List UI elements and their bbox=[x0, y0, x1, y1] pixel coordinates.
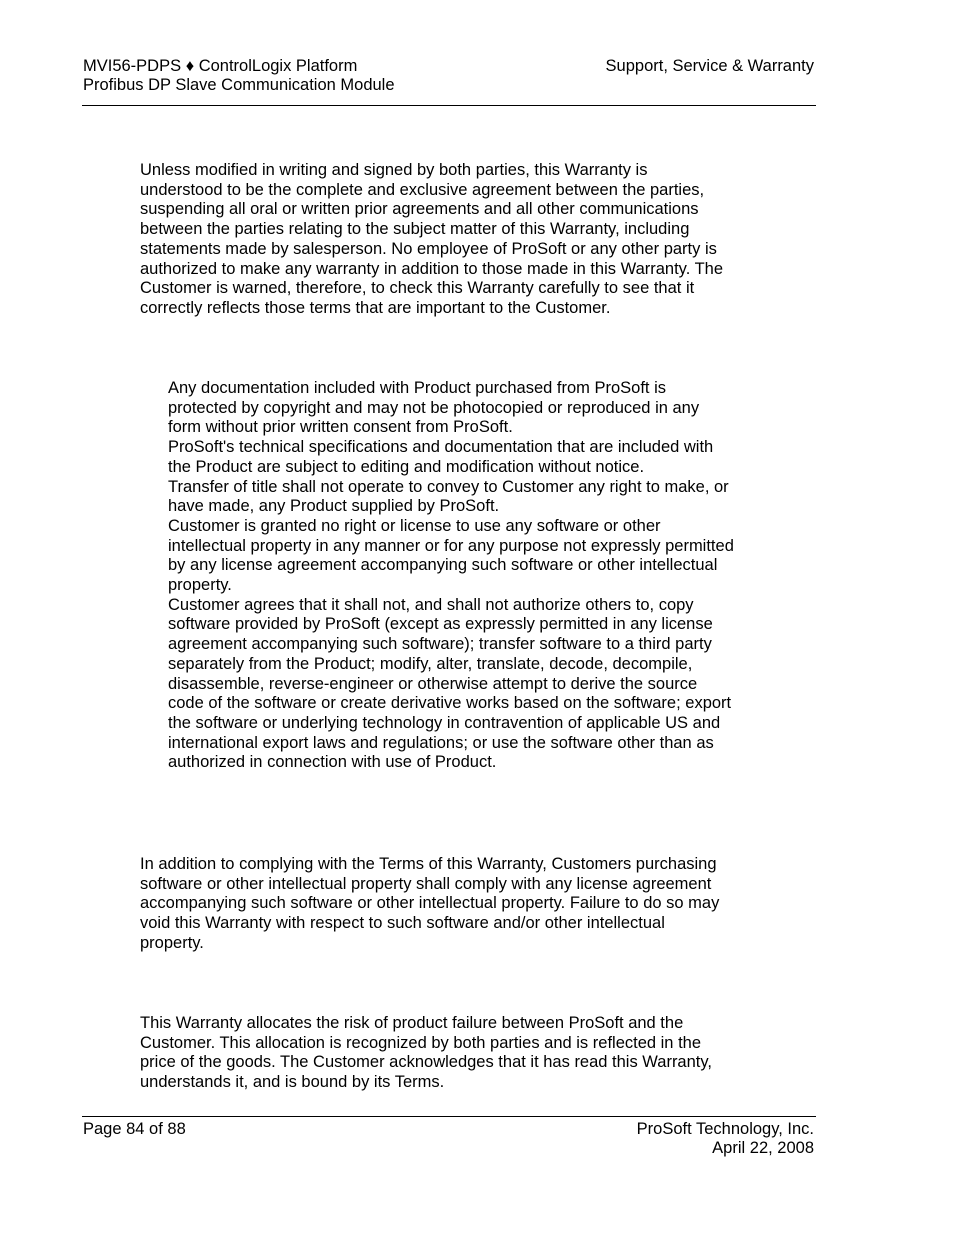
paragraph-line: code of the software or create derivative works based on the software; export bbox=[168, 694, 732, 713]
paragraph-line: software provided by ProSoft (except as expressly permitted in any license bbox=[168, 615, 713, 634]
header-product-line: MVI56-PDPS ♦ ControlLogix Platform bbox=[83, 57, 358, 75]
paragraph-line: by any license agreement accompanying such software or other intellectual bbox=[168, 556, 718, 575]
paragraph-line: In addition to complying with the Terms of this Warranty, Customers purchasing bbox=[140, 855, 717, 873]
header-product-info bbox=[83, 57, 395, 95]
paragraph-line: authorized in connection with use of Product. bbox=[168, 753, 497, 772]
paragraph-line: separately from the Product; modify, alter, translate, decode, decompile, bbox=[168, 654, 693, 673]
paragraph-line: Customer is warned, therefore, to check this Warranty carefully to see that it bbox=[140, 279, 695, 298]
paragraph-line: property. bbox=[168, 576, 232, 595]
paragraph-line: the Product are subject to editing and modification without notice. bbox=[168, 457, 645, 476]
footer-page-number: Page 84 of 88 bbox=[83, 1120, 186, 1138]
paragraph-line: Customer. This allocation is recognized by both parties and is reflected in the bbox=[140, 1033, 701, 1052]
paragraph-line: agreement accompanying such software); transfer software to a third party bbox=[168, 635, 712, 654]
paragraph-line: Unless modified in writing and signed by both parties, this Warranty is bbox=[140, 161, 648, 179]
paragraph-line: international export laws and regulations; or use the software other than as bbox=[168, 733, 714, 752]
paragraph-documentation-items bbox=[168, 379, 734, 773]
paragraph-line: Transfer of title shall not operate to convey to Customer any right to make, or bbox=[168, 477, 729, 496]
header-section-title: Support, Service & Warranty bbox=[605, 57, 814, 75]
paragraph-line: between the parties relating to the subject matter of this Warranty, including bbox=[140, 220, 690, 239]
paragraph-line: accompanying such software or other intellectual property. Failure to do so may bbox=[140, 894, 720, 913]
paragraph-risk-allocation bbox=[140, 1014, 712, 1093]
paragraph-line: Customer agrees that it shall not, and shall not authorize others to, copy bbox=[168, 595, 694, 614]
paragraph-line: understood to be the complete and exclusive agreement between the parties, bbox=[140, 180, 705, 199]
paragraph-line: Any documentation included with Product purchased from ProSoft is bbox=[168, 379, 667, 397]
paragraph-line: form without prior written consent from ProSoft. bbox=[168, 418, 513, 437]
paragraph-line: the software or underlying technology in contravention of applicable US and bbox=[168, 713, 721, 732]
paragraph-line: price of the goods. The Customer acknowledges that it has read this Warranty, bbox=[140, 1053, 712, 1072]
header-rule bbox=[82, 105, 816, 106]
footer-rule bbox=[82, 1116, 816, 1117]
paragraph-entire-agreement bbox=[140, 161, 723, 319]
paragraph-line: This Warranty allocates the risk of product failure between ProSoft and the bbox=[140, 1014, 684, 1032]
footer-company: ProSoft Technology, Inc. bbox=[636, 1120, 814, 1138]
paragraph-line: ProSoft's technical specifications and documentation that are included with bbox=[168, 438, 714, 457]
paragraph-line: void this Warranty with respect to such software and/or other intellectual bbox=[140, 914, 665, 933]
paragraph-line: suspending all oral or written prior agreements and all other communications bbox=[140, 200, 699, 219]
paragraph-line: Customer is granted no right or license to use any software or other bbox=[168, 516, 661, 535]
paragraph-line: disassemble, reverse-engineer or otherwise attempt to derive the source bbox=[168, 674, 698, 693]
paragraph-line: understands it, and is bound by its Terms. bbox=[140, 1073, 445, 1092]
header-module-line: Profibus DP Slave Communication Module bbox=[83, 76, 395, 94]
paragraph-line: authorized to make any warranty in addition to those made in this Warranty. The bbox=[140, 259, 723, 278]
paragraph-line: software or other intellectual property shall comply with any license agreement bbox=[140, 874, 712, 893]
footer-publisher bbox=[637, 1120, 814, 1158]
paragraph-line: statements made by salesperson. No employee of ProSoft or any other party is bbox=[140, 239, 717, 258]
paragraph-line: correctly reflects those terms that are important to the Customer. bbox=[140, 298, 611, 317]
paragraph-line: intellectual property in any manner or for any purpose not expressly permitted bbox=[168, 536, 734, 555]
footer-date: April 22, 2008 bbox=[712, 1139, 814, 1157]
paragraph-line: have made, any Product supplied by ProSoft. bbox=[168, 497, 500, 516]
paragraph-line: property. bbox=[140, 933, 204, 952]
paragraph-license-compliance bbox=[140, 855, 719, 954]
paragraph-line: protected by copyright and may not be photocopied or reproduced in any bbox=[168, 398, 700, 417]
